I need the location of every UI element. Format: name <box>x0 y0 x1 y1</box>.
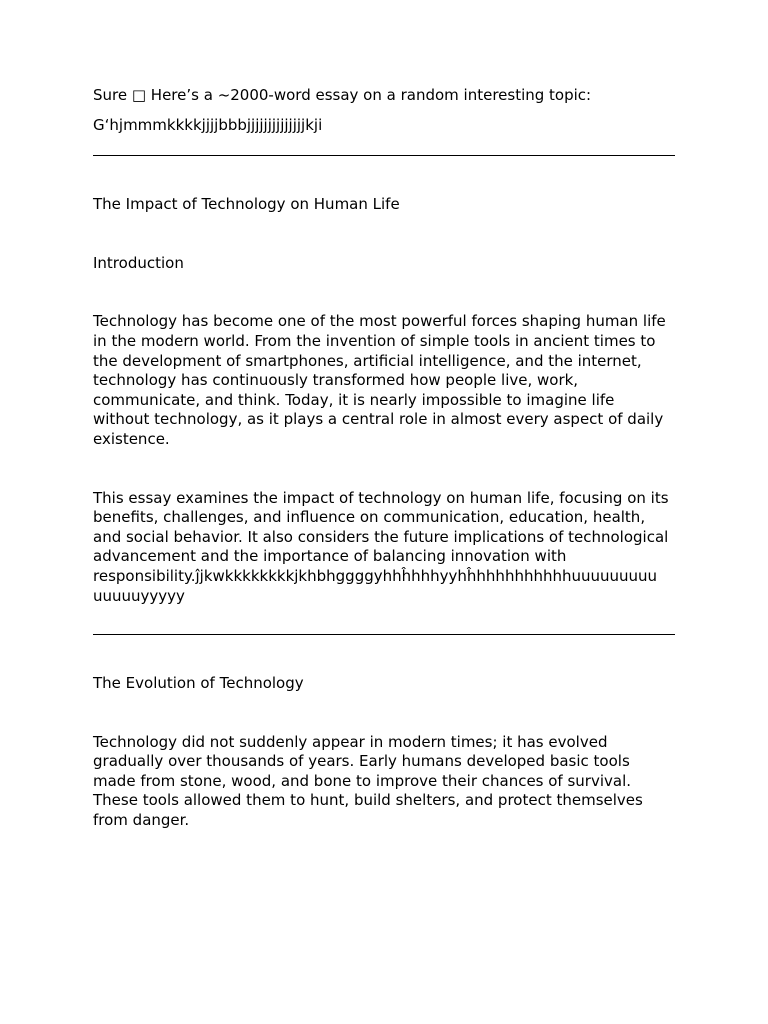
essay-title: The Impact of Technology on Human Life <box>93 195 400 214</box>
section-heading-evolution: The Evolution of Technology <box>93 674 304 693</box>
introduction-paragraph-1: Technology has become one of the most powerful forces shaping human life in the modern world. From the invention of simple tools in ancient times to the development of smartphones, artificial intelligence, and the internet, technology has continuously transformed how people live, work, communicate, and think. Today, it is nearly impossible to imagine life without technology, as it plays a central role in almost every aspect of daily existence. <box>93 312 666 448</box>
divider <box>93 634 675 635</box>
evolution-paragraph-1: Technology did not suddenly appear in modern times; it has evolved gradually over thousands of years. Early humans developed basic tools made from stone, wood, and bone to improve their chances of survival. These tools allowed them to hunt, build shelters, and protect themselves from danger. <box>93 732 643 830</box>
intro-line: Sure □ Here’s a ~2000-word essay on a random interesting topic: <box>93 86 592 104</box>
introduction-paragraph-2-main: This essay examines the impact of technology on human life, focusing on its benefits, challenges, and influence on communication, education, health, and social behavior. It also considers the future implications of technological advancement and the importance of balancing innovation with <box>93 488 669 566</box>
garbled-line: G‘hjmmmkkkkjjjjbbbjjjjjjjjjjjjjjkji <box>93 115 323 134</box>
document-body <box>93 86 675 831</box>
introduction-paragraph-2 <box>93 489 675 607</box>
section-heading-introduction: Introduction <box>93 253 184 272</box>
introduction-paragraph-2-tail-2: uuuuuyyyyy <box>93 586 185 605</box>
divider <box>93 155 675 156</box>
introduction-paragraph-2-tail-1: responsibility.ĵjkwkkkkkkkkjkhbhggggyhhĥhhhyyhĥhhhhhhhhhhuuuuuuuuu <box>93 566 658 585</box>
